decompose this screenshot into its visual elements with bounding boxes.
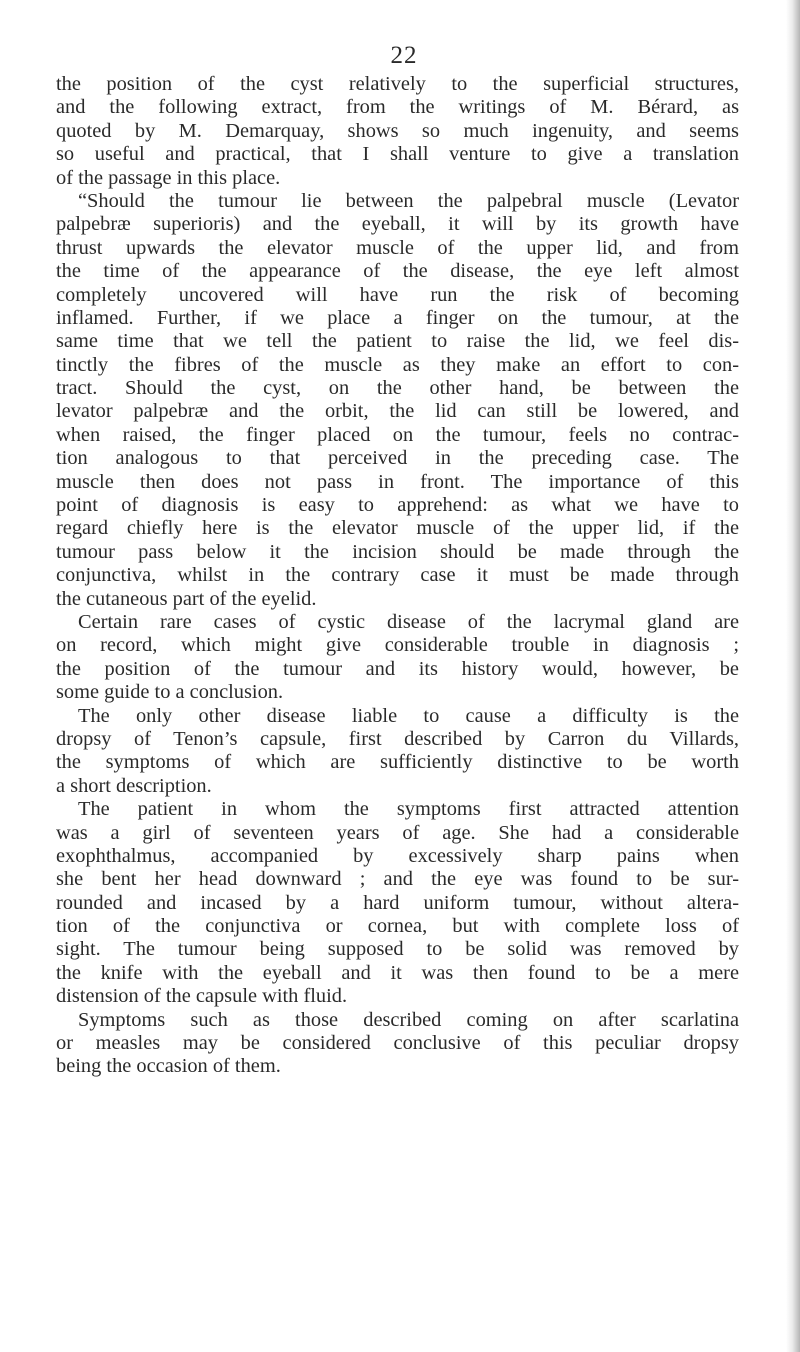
paragraph [56,798,739,1009]
text-line: palpebræ superioris) and the eyeball, it will by its growth have [56,213,739,236]
text-line: so useful and practical, that I shall venture to give a translation [56,143,739,166]
text-line: tion of the conjunctiva or cornea, but with complete loss of [56,915,739,938]
text-line: quoted by M. Demarquay, shows so much ingenuity, and seems [56,119,739,142]
text-line: the time of the appearance of the disease, the eye left almost [56,260,739,283]
text-line: of the passage in this place. [56,166,281,189]
text-line: levator palpebræ and the orbit, the lid can still be lowered, and [56,400,739,423]
text-line: rounded and incased by a hard uniform tumour, without altera- [56,891,739,914]
text-line: tumour pass below it the incision should be made through the [56,540,739,563]
text-line: the cutaneous part of the eyelid. [56,587,317,610]
text-line: completely uncovered will have run the risk of becoming [56,283,739,306]
text-line: tion analogous to that perceived in the preceding case. The [56,447,739,470]
text-line: or measles may be considered conclusive of this peculiar dropsy [56,1032,739,1055]
paragraph [56,190,739,611]
paragraph [56,1009,739,1079]
text-line: muscle then does not pass in front. The importance of this [56,470,739,493]
text-line: regard chiefly here is the elevator muscle of the upper lid, if the [56,517,739,540]
text-line: the symptoms of which are sufficiently distinctive to be worth [56,751,739,774]
text-line: was a girl of seventeen years of age. She had a considerable [56,821,739,844]
paragraph [56,611,739,705]
text-line: tinctly the fibres of the muscle as they make an effort to con- [56,353,739,376]
paragraph [56,705,739,799]
text-line: dropsy of Tenon’s capsule, first described by Carron du Villards, [56,727,739,750]
text-line: thrust upwards the elevator muscle of the upper lid, and from [56,236,739,259]
text-line: The patient in whom the symptoms first attracted attention [78,798,739,821]
text-line: she bent her head downward ; and the eye was found to be sur- [56,868,739,891]
text-line: a short description. [56,774,212,797]
text-line: The only other disease liable to cause a difficulty is the [78,704,739,727]
text-line: distension of the capsule with fluid. [56,985,348,1008]
text-line: same time that we tell the patient to raise the lid, we feel dis- [56,330,739,353]
text-line: being the occasion of them. [56,1055,281,1078]
paragraph [56,73,739,190]
page-number: 22 [390,42,418,69]
text-line: “Should the tumour lie between the palpebral muscle (Levator [78,189,739,212]
text-line: and the following extract, from the writings of M. Bérard, as [56,96,739,119]
text-line: Certain rare cases of cystic disease of the lacrymal gland are [78,610,739,633]
text-line: the knife with the eyeball and it was then found to be a mere [56,961,739,984]
text-line: conjunctiva, whilst in the contrary case it must be made through [56,564,739,587]
text-line: the position of the tumour and its history would, however, be [56,657,739,680]
text-line: point of diagnosis is easy to apprehend: as what we have to [56,494,739,517]
body-text [56,73,739,1079]
text-line: sight. The tumour being supposed to be solid was removed by [56,938,739,961]
text-line: when raised, the finger placed on the tumour, feels no contrac- [56,423,739,446]
page-edge-shadow [786,0,800,1352]
text-line: exophthalmus, accompanied by excessively sharp pains when [56,844,739,867]
text-line: the position of the cyst relatively to the superficial structures, [56,73,739,95]
text-line: Symptoms such as those described coming on after scarlatina [78,1008,739,1031]
text-line: some guide to a conclusion. [56,681,284,704]
text-line: inflamed. Further, if we place a finger on the tumour, at the [56,306,739,329]
text-line: on record, which might give considerable trouble in diagnosis ; [56,634,739,657]
text-line: tract. Should the cyst, on the other hand, be between the [56,377,739,400]
